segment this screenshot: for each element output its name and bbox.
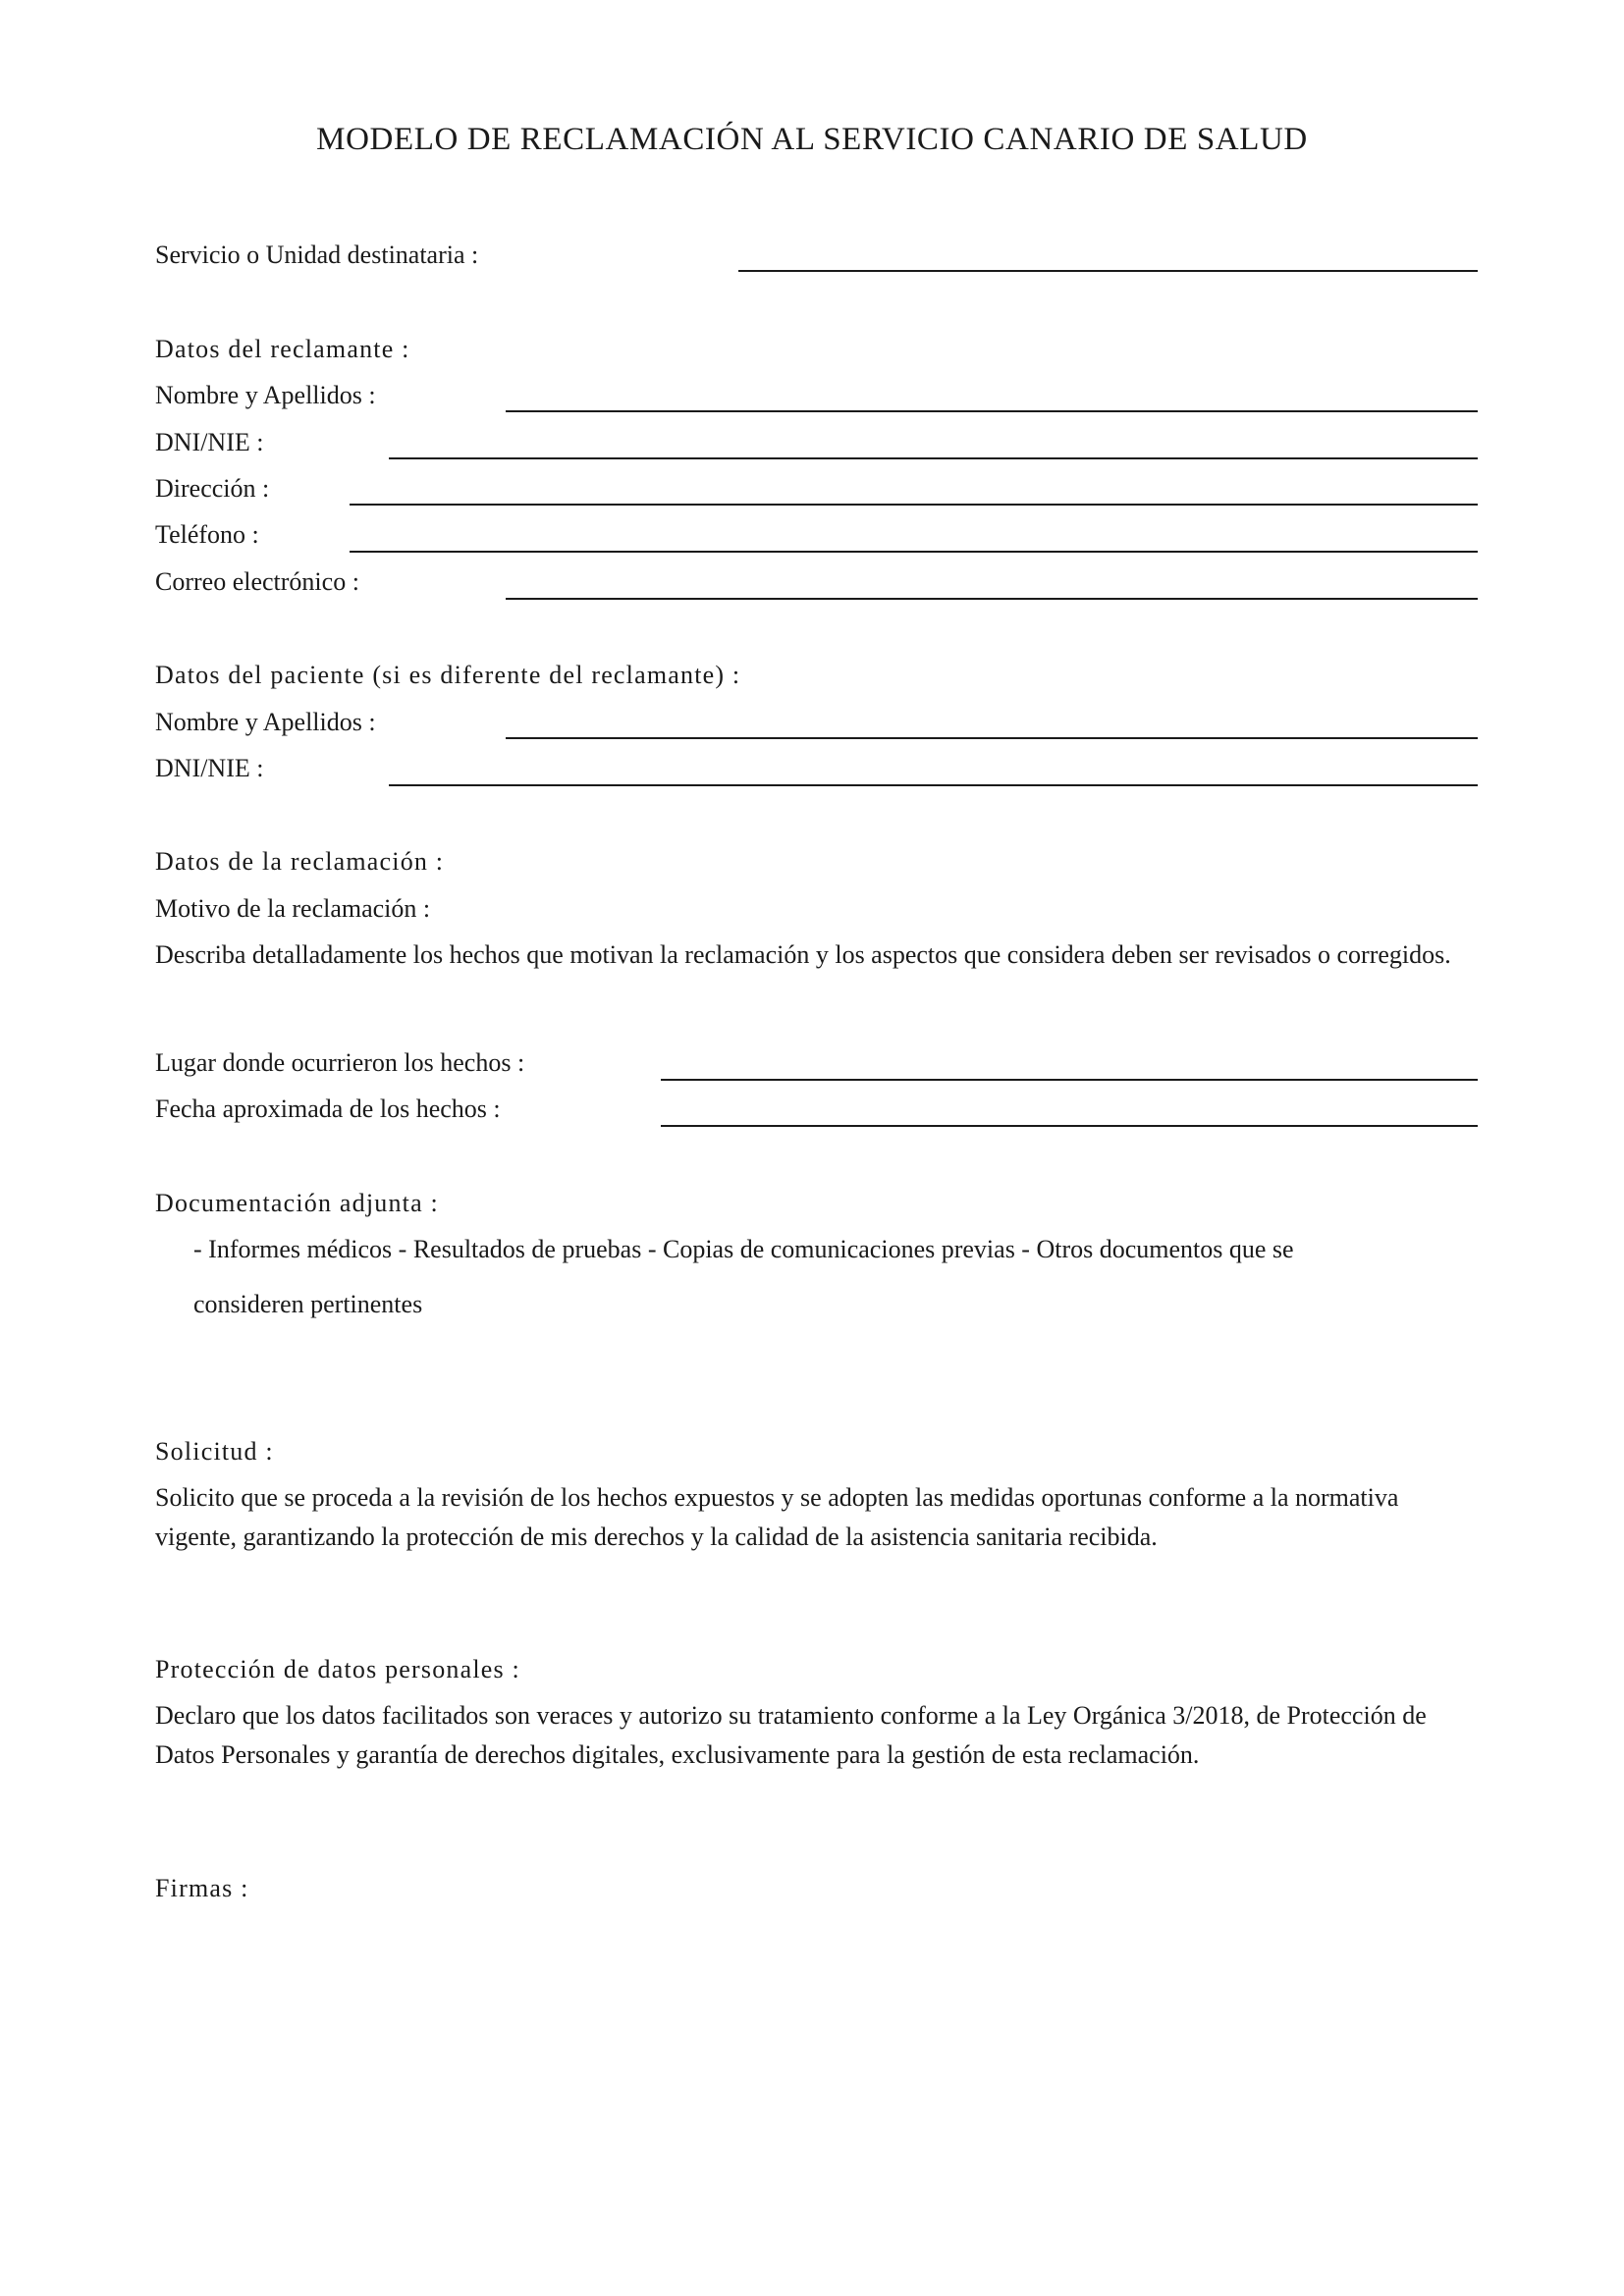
request-text: Solicito que se proceda a la revisión de los hechos expuestos y se adopten las medidas oportunas conforme a la normativa vigente, garantizando la protección de mis derechos y la calidad de la asistencia sanitaria recibida. (155, 1483, 1399, 1551)
claimant-address-field-line[interactable] (350, 504, 1478, 506)
documents-list-line-1: - Informes médicos - Resultados de pruebas - Copias de comunicaciones previas - Otros documentos que se (193, 1235, 1294, 1263)
claimant-name-label: Nombre y Apellidos : (155, 381, 376, 409)
service-field-line[interactable] (738, 270, 1478, 272)
patient-dni-label: DNI/NIE : (155, 754, 264, 782)
claimant-email-field-line[interactable] (506, 598, 1478, 600)
claimant-phone-label: Teléfono : (155, 520, 259, 549)
patient-name-label: Nombre y Apellidos : (155, 708, 376, 736)
document-title: MODELO DE RECLAMACIÓN AL SERVICIO CANARIO DE SALUD (316, 122, 1308, 157)
request-section-heading: Solicitud : (155, 1437, 274, 1466)
service-label: Servicio o Unidad destinataria : (155, 240, 479, 269)
documents-section-heading: Documentación adjunta : (155, 1189, 439, 1217)
claim-place-field-line[interactable] (661, 1079, 1478, 1081)
signatures-section-heading: Firmas : (155, 1874, 249, 1902)
claim-date-label: Fecha aproximada de los hechos : (155, 1095, 501, 1123)
claimant-address-label: Dirección : (155, 474, 270, 503)
claimant-dni-field-line[interactable] (389, 457, 1478, 459)
documents-list-line-2: consideren pertinentes (193, 1290, 423, 1318)
claimant-phone-field-line[interactable] (350, 551, 1478, 553)
claim-section-heading: Datos de la reclamación : (155, 847, 445, 876)
patient-name-field-line[interactable] (506, 737, 1478, 739)
patient-section-heading: Datos del paciente (si es diferente del reclamante) : (155, 661, 741, 689)
claimant-section-heading: Datos del reclamante : (155, 335, 410, 363)
claimant-name-field-line[interactable] (506, 410, 1478, 412)
privacy-text: Declaro que los datos facilitados son veraces y autorizo su tratamiento conforme a la Ley Orgánica 3/2018, de Protección de Datos Personales y garantía de derechos digitales, exclusivamente para la gestión de esta reclamación. (155, 1701, 1427, 1769)
privacy-section-heading: Protección de datos personales : (155, 1655, 520, 1683)
claim-date-field-line[interactable] (661, 1125, 1478, 1127)
claim-reason-label: Motivo de la reclamación : (155, 894, 431, 923)
claim-reason-description: Describa detalladamente los hechos que motivan la reclamación y los aspectos que considera deben ser revisados o corregidos. (155, 940, 1451, 969)
patient-dni-field-line[interactable] (389, 784, 1478, 786)
claimant-dni-label: DNI/NIE : (155, 428, 264, 456)
claimant-email-label: Correo electrónico : (155, 567, 359, 596)
claim-place-label: Lugar donde ocurrieron los hechos : (155, 1048, 525, 1077)
